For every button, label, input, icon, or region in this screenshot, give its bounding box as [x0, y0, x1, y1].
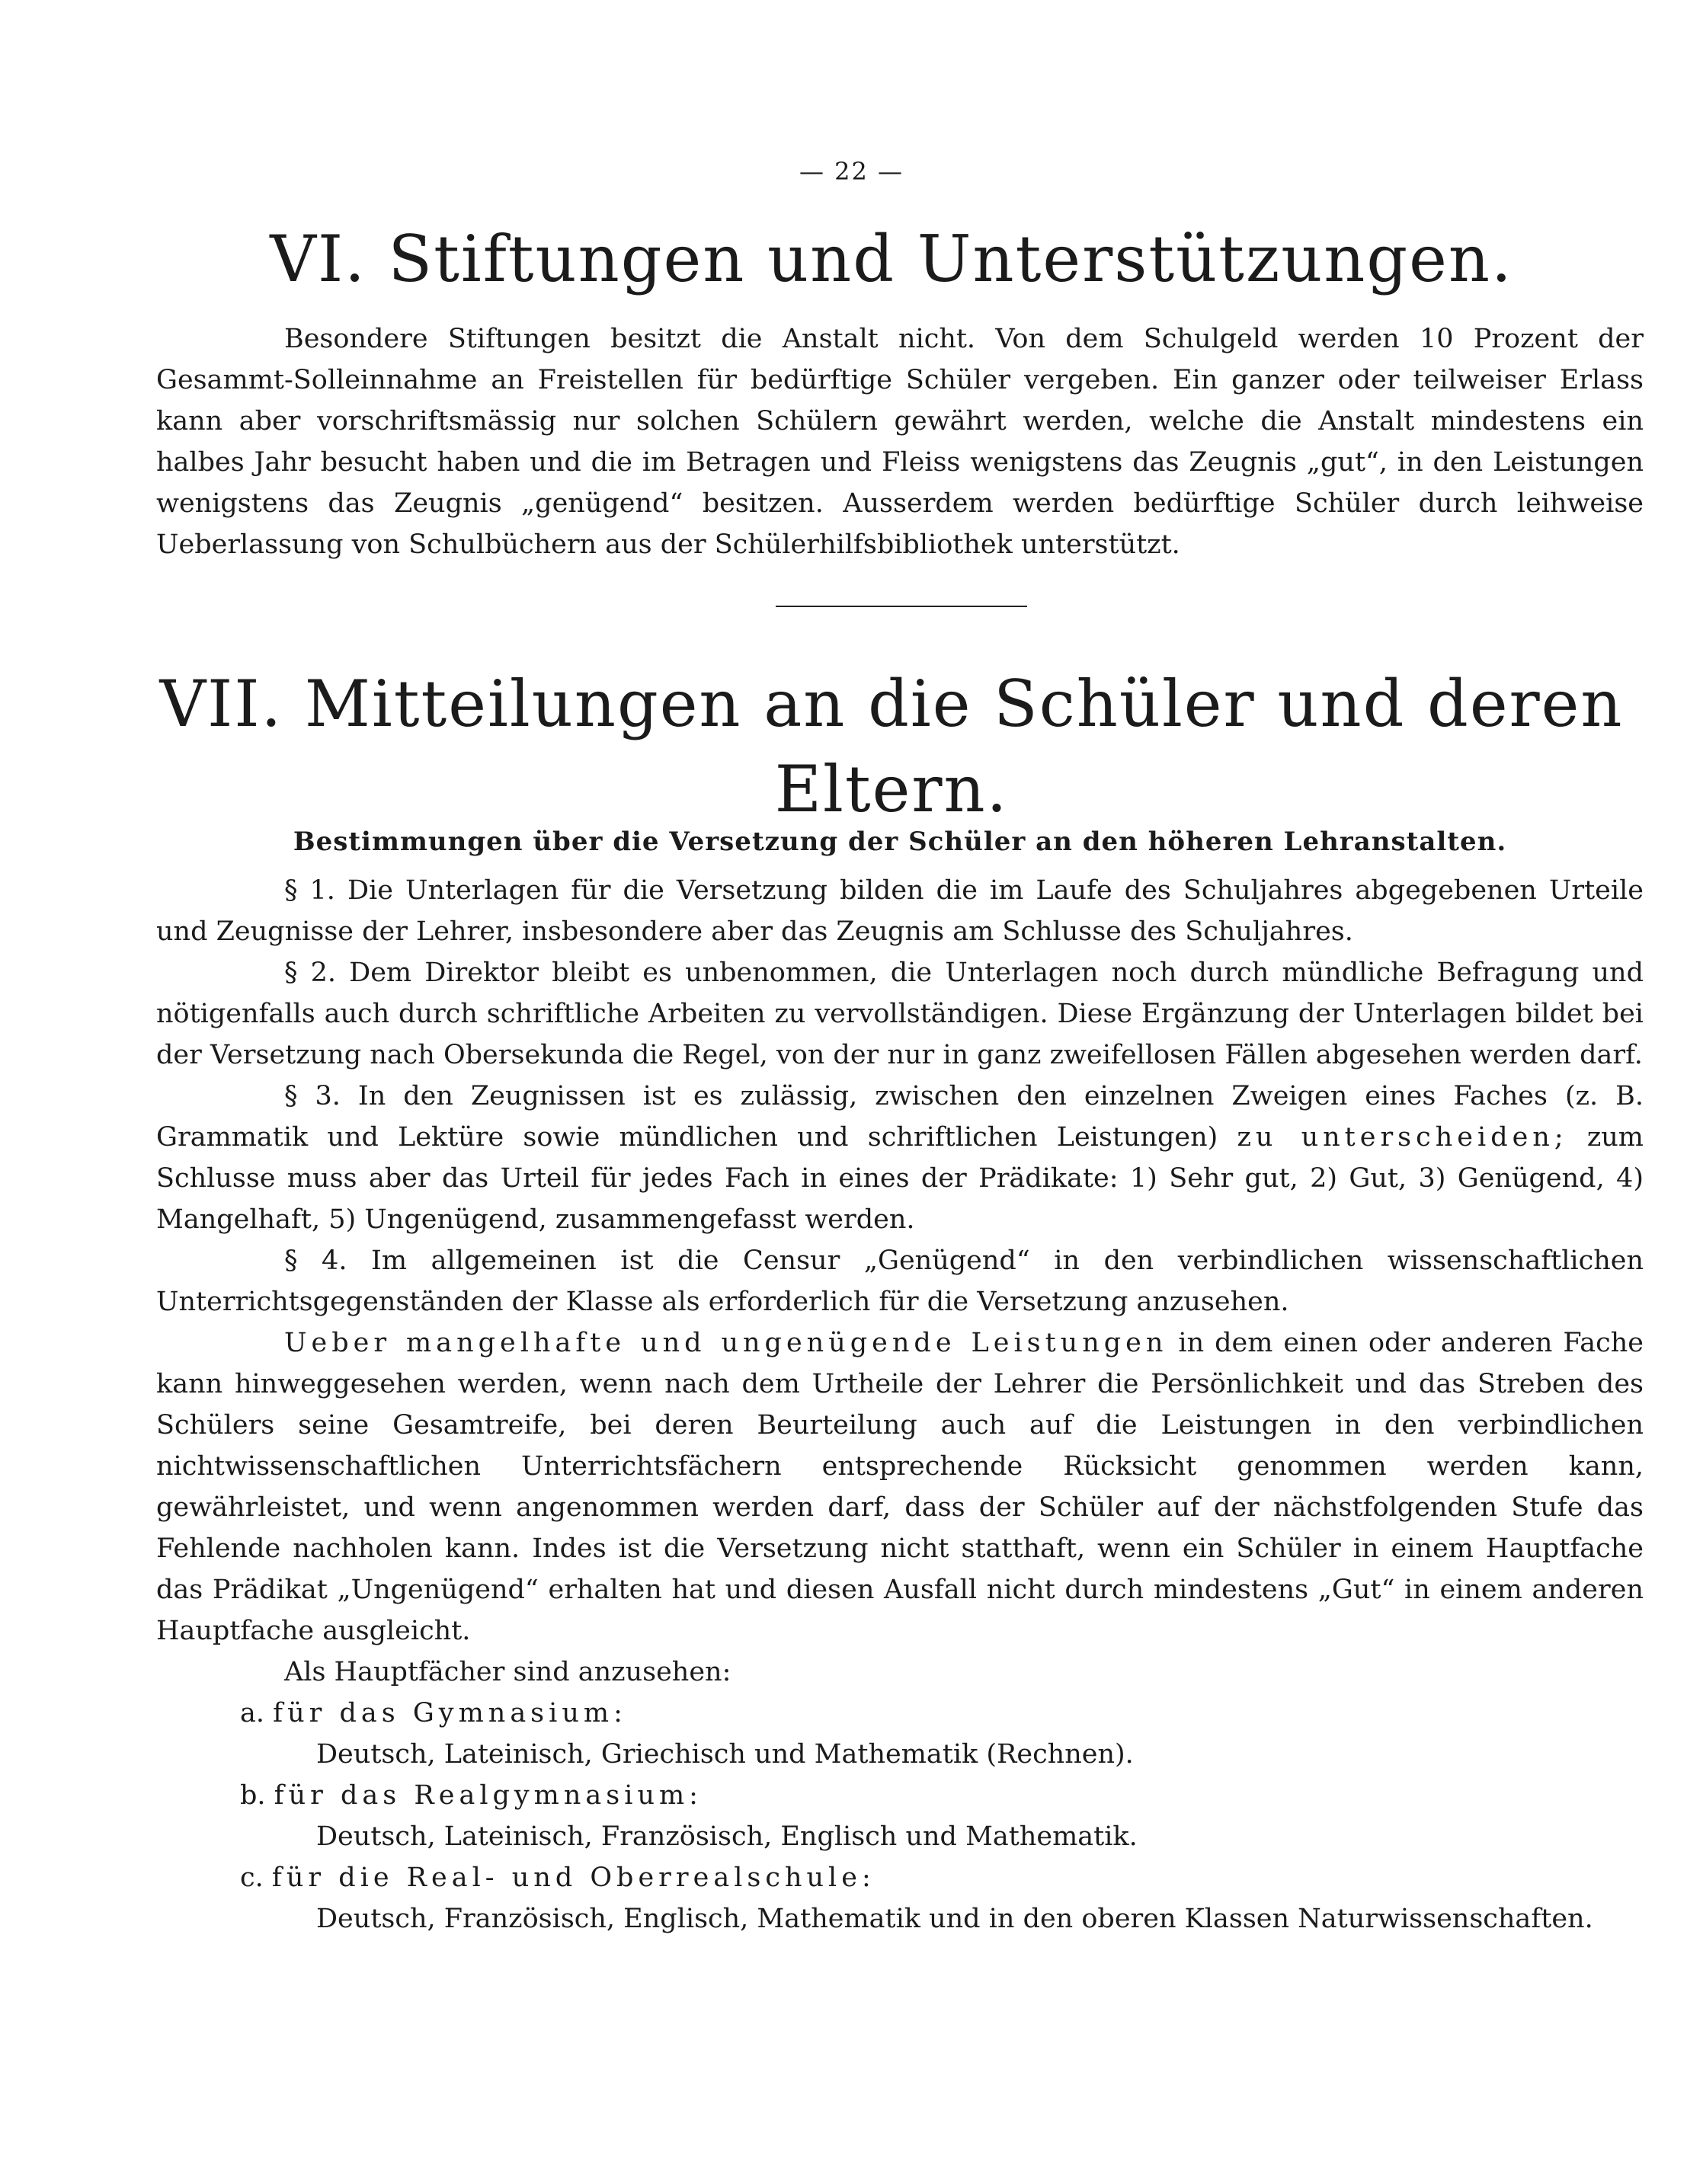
section-7-subheading: Bestimmungen über die Versetzung der Schüler an den höheren Lehranstalten.	[293, 827, 1507, 857]
paragraph-6: Als Hauptfächer sind anzusehen:	[284, 1657, 731, 1687]
paragraph-1: § 1. Die Unterlagen für die Versetzung bilden die im Laufe des Schuljahres abgegebenen Urteile und Zeugnisse der Lehrer, insbesondere aber das Zeugnis am Schlusse des Schuljahres.	[156, 875, 1644, 947]
list-subjects-b: Deutsch, Lateinisch, Französisch, Englisch und Mathematik.	[316, 1821, 1138, 1852]
paragraph-5	[156, 1322, 1644, 1652]
list-marker: b.	[240, 1780, 266, 1811]
list-subjects-a: Deutsch, Lateinisch, Griechisch und Mathematik (Rechnen).	[316, 1739, 1134, 1770]
section-6-paragraph: Besondere Stiftungen besitzt die Anstalt nicht. Von dem Schulgeld werden 10 Prozent der Gesammt-Solleinnahme an Freistellen für bedürftige Schüler vergeben. Ein ganzer oder teilweiser Erlass kann aber vorschriftsmässig nur solchen Schülern gewährt werden, welche die Anstalt mindestens ein halbes Jahr besucht haben und die im Betragen und Fleiss wenigstens das Zeugnis „gut“, in den Leistungen wenigstens das Zeugnis „genügend“ besitzen. Ausserdem werden bedürftige Schüler durch leihweise Ueberlassung von Schulbüchern aus der Schülerhilfsbibliothek unterstützt.	[156, 324, 1644, 560]
section-7-heading: VII. Mitteilungen an die Schüler und deren Eltern.	[159, 667, 1624, 827]
section-divider	[776, 606, 1027, 607]
list-item-a	[240, 1693, 1644, 1734]
section-6-body	[156, 318, 1644, 565]
list-marker: a.	[240, 1698, 264, 1728]
paragraph-3	[156, 1076, 1644, 1240]
list-subjects-c: Deutsch, Französisch, Englisch, Mathematik und in den oberen Klassen Naturwissenschaften.	[316, 1904, 1593, 1934]
paragraph-2: § 2. Dem Direktor bleibt es unbenommen, die Unterlagen noch durch mündliche Befragung und nötigenfalls auch durch schriftliche Arbeiten zu vervollständigen. Diese Ergänzung der Unterlagen bildet bei der Versetzung nach Obersekunda die Regel, von der nur in ganz zweifellosen Fällen abgesehen werden darf.	[156, 958, 1644, 1070]
list-label: für das Gymnasium:	[273, 1698, 627, 1728]
paragraph-3-spaced: zu unterscheiden;	[1237, 1122, 1568, 1153]
paragraph-5-rest: in dem einen oder anderen Fache kann hinweggesehen werden, wenn nach dem Urtheile der Lehrer die Persönlichkeit und das Streben des Schülers seine Gesamtreife, bei deren Beurteilung auch auf die Leistungen in den verbindlichen nichtwissenschaftlichen Unterrichtsfächern entsprechende Rücksicht genommen werden kann, gewährleistet, und wenn angenommen werden darf, dass der Schüler auf der nächstfolgenden Stufe das Fehlende nachholen kann. Indes ist die Versetzung nicht statthaft, wenn ein Schüler in einem Hauptfache das Prädikat „Ungenügend“ erhalten hat und diesen Ausfall nicht durch mindestens „Gut“ in einem anderen Hauptfache ausgleicht.	[156, 1328, 1644, 1646]
list-item-c	[240, 1857, 1644, 1898]
list-marker: c.	[240, 1863, 264, 1893]
section-7-body	[156, 870, 1644, 1939]
paragraph-3-end: zum Schlusse muss aber das Urteil für jedes Fach in eines der Prädikate: 1) Sehr gut, 2) Gut, 3) Genügend, 4) Mangelhaft, 5) Ungenügend, zusammengefasst werden.	[156, 1122, 1644, 1235]
page-number: — 22 —	[799, 157, 904, 186]
list-label: für das Realgymnasium:	[274, 1780, 703, 1811]
paragraph-5-spaced: Ueber mangelhafte und ungenügende Leistungen	[284, 1328, 1168, 1358]
section-6-heading: VI. Stiftungen und Unterstützungen.	[270, 222, 1513, 296]
paragraph-4: § 4. Im allgemeinen ist die Censur „Genügend“ in den verbindlichen wissenschaftlichen Unterrichtsgegenständen der Klasse als erforderlich für die Versetzung anzusehen.	[156, 1245, 1644, 1317]
list-label: für die Real- und Oberrealschule:	[271, 1863, 876, 1893]
list-item-b	[240, 1775, 1644, 1816]
paragraph-3-start: § 3. In den Zeugnissen ist es zulässig, zwischen den einzelnen Zweigen eines Faches (z. B. Grammatik und Lektüre sowie mündlichen und schriftlichen Leistungen)	[156, 1081, 1644, 1153]
